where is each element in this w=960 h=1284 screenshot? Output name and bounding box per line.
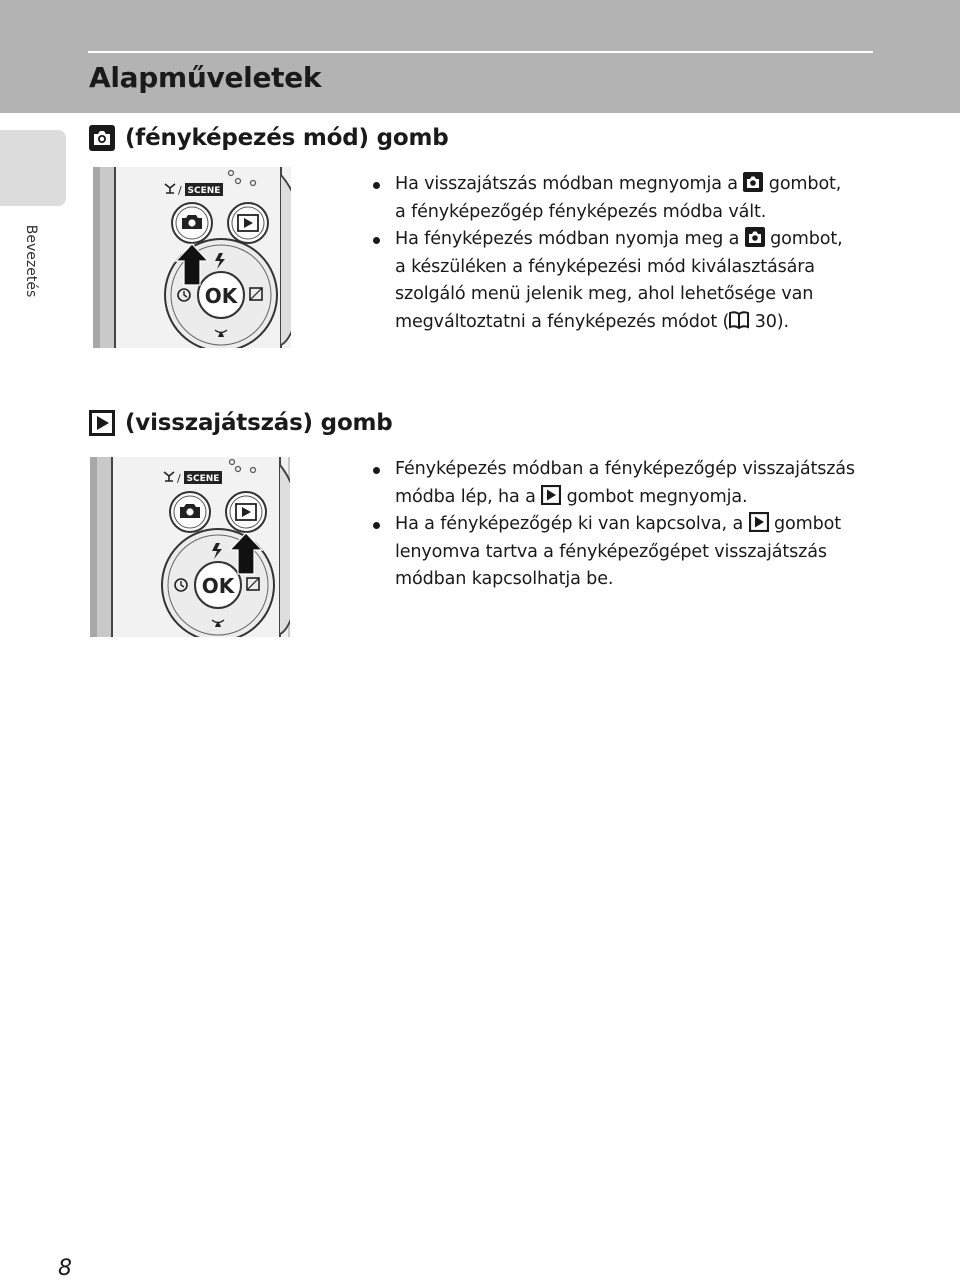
bullet-text: módba lép, ha a [395,486,542,507]
bullet-text: Ha visszajátszás módban megnyomja a [395,174,744,194]
bullet-list-shooting [372,171,892,336]
playback-icon [749,512,769,532]
bullet-text: gombot [768,514,841,534]
section-heading-shooting [89,122,449,154]
chapter-title: Alapműveletek [89,61,322,94]
book-icon [729,311,749,329]
bullet-text: Fényképezés módban a fényképezőgép visszajátszás [395,459,855,479]
bullet-text: szolgáló menü jelenik meg, ahol lehetősége van [395,284,814,304]
list-item [372,171,892,226]
list-item [372,511,892,594]
bullet-text: megváltoztatni a fényképezés módot ( [395,311,730,332]
bullet-list-playback [372,456,892,594]
page-number: 8 [58,1256,72,1281]
section-heading-text: (fényképezés mód) gomb [125,125,449,151]
camera-icon [89,125,115,151]
playback-icon [541,485,561,505]
bullet-text: a készüléken a fényképezési mód kiválasztására [395,256,815,277]
bullet-text: gombot, [763,174,842,194]
chapter-side-tab [0,130,66,206]
bullet-dot [373,237,380,244]
list-item [372,226,892,336]
ok-label: OK [201,574,235,598]
bullet-text: gombot megnyomja. [561,486,748,507]
bullet-text: lenyomva tartva a fényképezőgépet visszajátszás [395,541,827,562]
section-heading-playback [89,407,393,439]
svg-text:/: / [178,184,182,197]
list-item [372,456,892,511]
bullet-dot [373,467,380,474]
bullet-dot [373,182,380,189]
side-tab-label: Bevezetés [23,224,39,298]
bullet-text: Ha a fényképezőgép ki van kapcsolva, a [395,514,749,534]
bullet-dot [373,522,380,529]
bullet-text: Ha fényképezés módban nyomja meg a [395,229,745,249]
playback-icon [89,410,115,436]
camera-back-illustration-playback [90,457,290,637]
camera-icon [743,172,763,192]
bullet-text: 30). [749,311,789,332]
scene-label: SCENE [187,186,221,196]
svg-text:/: / [177,472,181,485]
bullet-text: módban kapcsolhatja be. [395,569,614,589]
bullet-text: gombot, [764,229,843,249]
camera-icon [745,227,765,247]
header-rule [88,51,873,53]
ok-label: OK [204,284,238,308]
camera-back-illustration-shooting [93,167,291,348]
section-heading-text: (visszajátszás) gomb [125,410,393,436]
bullet-text: a fényképezőgép fényképezés módba vált. [395,201,767,222]
scene-label: SCENE [186,474,220,484]
